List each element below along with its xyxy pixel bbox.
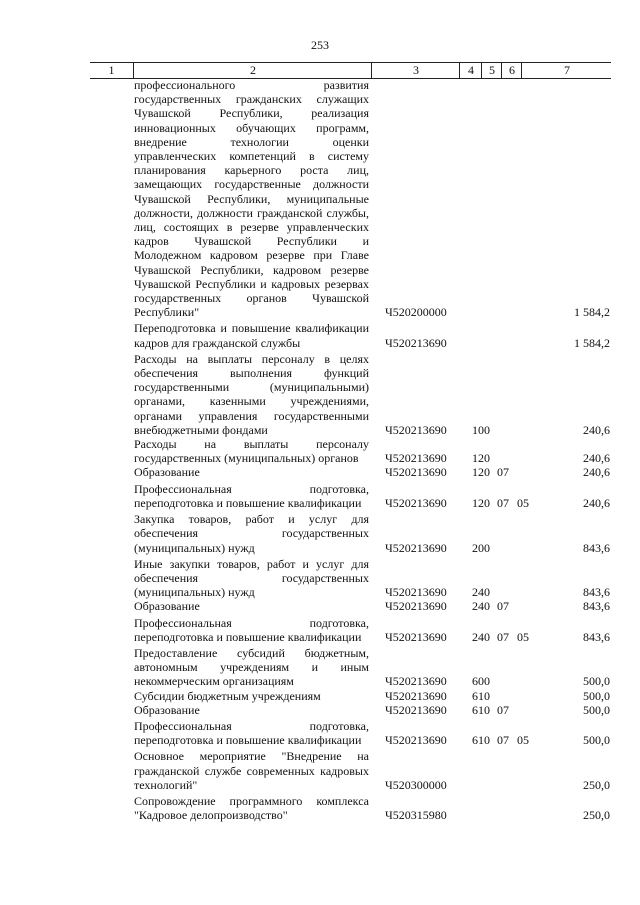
header-col-7: 7 (521, 63, 612, 78)
table-row (0, 599, 640, 613)
header-col-4: 4 (459, 63, 482, 78)
table-row (0, 794, 640, 822)
page-number: 253 (311, 38, 329, 52)
row-expense-type: 120 (472, 465, 490, 480)
row-expense-type: 120 (472, 451, 490, 466)
table-row (0, 465, 640, 479)
row-code: Ч520213690 (385, 495, 447, 510)
row-code: Ч520200000 (385, 305, 447, 320)
row-amount: 500,0 (583, 702, 610, 717)
row-subsection: 05 (517, 733, 529, 748)
table-row (0, 749, 640, 792)
header-col-6: 6 (501, 63, 522, 78)
row-description: Переподготовка и повышение квалификации кадров для гражданской службы (134, 321, 369, 350)
table-row (0, 703, 640, 717)
row-amount: 843,6 (583, 585, 610, 600)
row-section: 07 (497, 465, 509, 480)
row-subsection: 05 (517, 495, 529, 510)
row-amount: 500,0 (583, 688, 610, 703)
row-description: Профессиональная подготовка, переподготовка и повышение квалификации (134, 615, 369, 644)
row-amount: 843,6 (583, 629, 610, 644)
row-description: Расходы на выплаты персоналу в целях обеспечения выполнения функций государственными (муниципальными) органами, казенными учреждениями, органами управления государственными внебюджетными фондами (134, 351, 369, 437)
header-col-1: 1 (108, 63, 115, 77)
row-expense-type: 610 (472, 688, 490, 703)
row-description: Образование (134, 465, 200, 480)
row-description: Профессиональная подготовка, переподготовка и повышение квалификации (134, 481, 369, 510)
row-amount: 500,0 (583, 733, 610, 748)
row-code: Ч520213690 (385, 465, 447, 480)
table-row (0, 352, 640, 437)
row-expense-type: 600 (472, 674, 490, 689)
row-expense-type: 240 (472, 629, 490, 644)
table-row (0, 557, 640, 600)
row-amount: 1 584,2 (574, 335, 610, 350)
row-section: 07 (497, 495, 509, 510)
row-description: Образование (134, 599, 200, 614)
row-code: Ч520213690 (385, 629, 447, 644)
row-section: 07 (497, 733, 509, 748)
row-amount: 240,6 (583, 495, 610, 510)
table-row (0, 616, 640, 644)
table-row (0, 437, 640, 465)
table-row (0, 689, 640, 703)
table-body (0, 78, 640, 822)
row-description: Предоставление субсидий бюджетным, автономным учреждениям и иным некоммерческим организациям (134, 645, 369, 689)
table-row (0, 719, 640, 747)
row-description: Образование (134, 702, 200, 717)
table-row (0, 646, 640, 689)
row-description: Основное мероприятие "Внедрение на гражданской службе современных кадровых технологий" (134, 749, 369, 792)
row-amount: 240,6 (583, 465, 610, 480)
row-expense-type: 610 (472, 702, 490, 717)
row-amount: 250,0 (583, 808, 610, 823)
row-expense-type: 240 (472, 585, 490, 600)
row-section: 07 (497, 702, 509, 717)
header-col-5: 5 (481, 63, 502, 78)
row-code: Ч520213690 (385, 585, 447, 600)
row-description: Иные закупки товаров, работ и услуг для обеспечения государственных (муниципальных) нужд (134, 556, 369, 600)
row-code: Ч520213690 (385, 335, 447, 350)
row-amount: 500,0 (583, 674, 610, 689)
row-expense-type: 200 (472, 540, 490, 555)
row-expense-type: 610 (472, 733, 490, 748)
row-code: Ч520213690 (385, 540, 447, 555)
row-code: Ч520213690 (385, 599, 447, 614)
row-code: Ч520213690 (385, 702, 447, 717)
row-code: Ч520300000 (385, 777, 447, 792)
row-code: Ч520213690 (385, 451, 447, 466)
row-description: Субсидии бюджетным учреждениям (134, 688, 321, 703)
row-description: Сопровождение программного комплекса "Кадровое делопроизводство" (134, 793, 369, 823)
row-amount: 843,6 (583, 540, 610, 555)
table-row (0, 482, 640, 510)
row-description: Расходы на выплаты персоналу государственных (муниципальных) органов (134, 437, 369, 466)
table-row (0, 78, 640, 319)
table-row (0, 321, 640, 349)
row-expense-type: 100 (472, 422, 490, 437)
row-section: 07 (497, 629, 509, 644)
row-amount: 240,6 (583, 451, 610, 466)
header-col-3: 3 (371, 63, 460, 78)
row-code: Ч520213690 (385, 422, 447, 437)
row-section: 07 (497, 599, 509, 614)
row-expense-type: 120 (472, 495, 490, 510)
row-code: Ч520213690 (385, 733, 447, 748)
row-amount: 843,6 (583, 599, 610, 614)
row-code: Ч520315980 (385, 808, 447, 823)
row-description: Закупка товаров, работ и услуг для обеспечения государственных (муниципальных) нужд (134, 512, 369, 555)
row-amount: 240,6 (583, 422, 610, 437)
row-amount: 250,0 (583, 777, 610, 792)
table-row (0, 512, 640, 555)
row-description: профессионального развития государственных гражданских служащих Чувашской Республики, реализация инновационных обучающих программ, внедрение технологии оценки управленческих компетенций в систему планирования карьерного роста лиц, замещающих государственные должности Чувашской Республики, муниципальные должности, должности гражданской службы, лиц, состоящих в резерве управленческих кадров Чувашской Республики и Молодежном кадровом резерве при Главе Чувашской Республики, кадровом резерве Чувашской Республики и кадровых резервах государственных органов Чувашской Республики" (134, 78, 369, 320)
row-expense-type: 240 (472, 599, 490, 614)
row-subsection: 05 (517, 629, 529, 644)
row-code: Ч520213690 (385, 688, 447, 703)
row-amount: 1 584,2 (574, 305, 610, 320)
header-col-2: 2 (133, 63, 372, 78)
table-header (90, 62, 611, 79)
row-code: Ч520213690 (385, 674, 447, 689)
row-description: Профессиональная подготовка, переподготовка и повышение квалификации (134, 718, 369, 748)
